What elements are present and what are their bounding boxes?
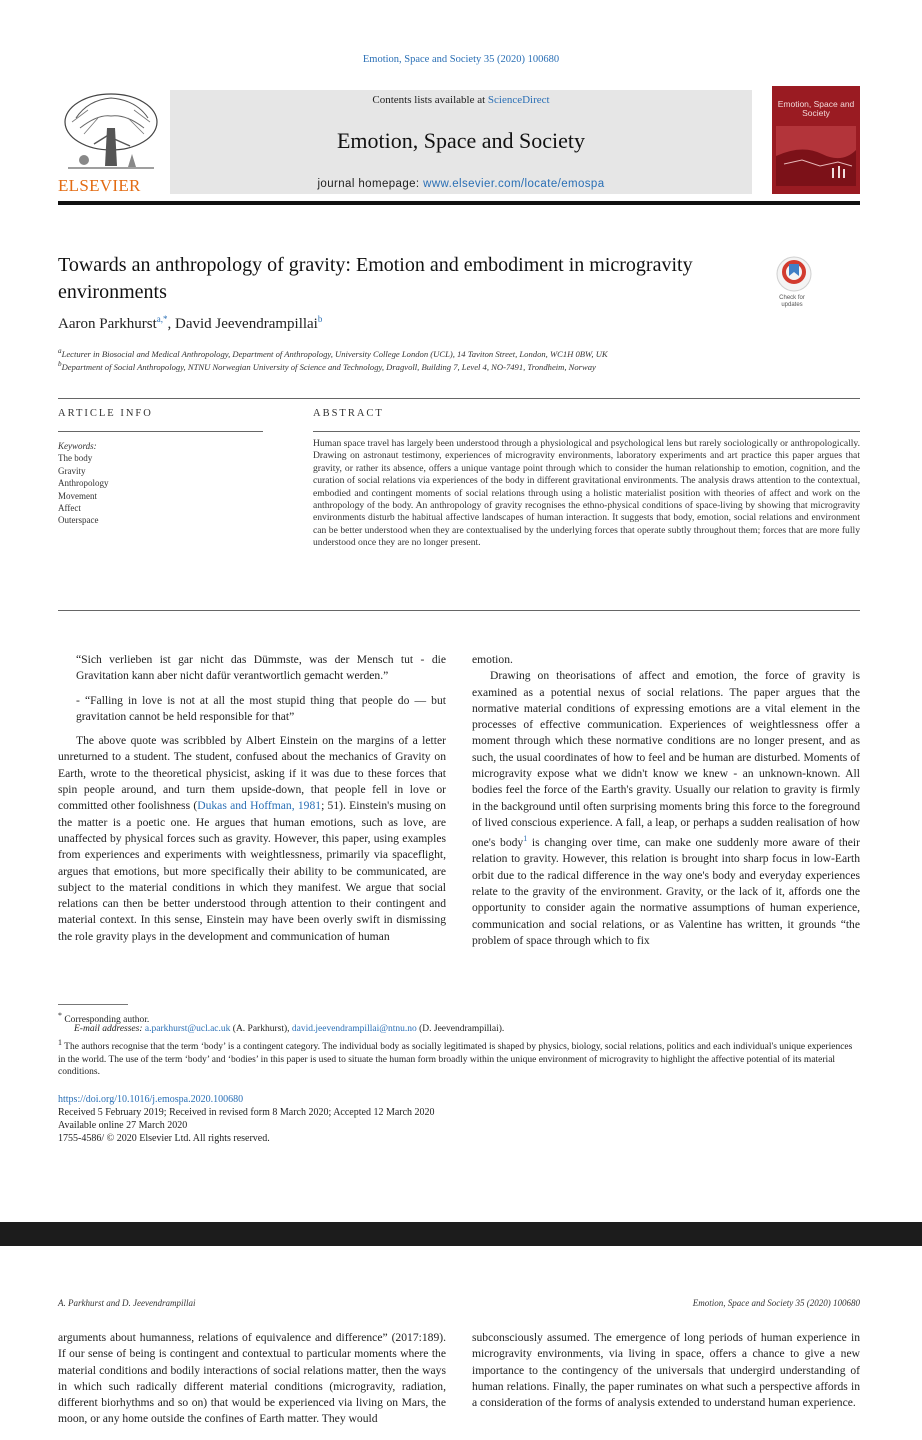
affiliation-a-mark: a — [58, 347, 62, 355]
keywords-label: Keywords: — [58, 441, 97, 451]
footnote-1-text: The authors recognise that the term ‘body’ is a contingent category. The individual body as socially legitimated is shaped by physics, biology, social relations, politics and each individual's unique experiences in the world. The use of the term ‘body’ and ‘bodies’ in this paper is used to situate the human form broadly within the unique environment of microgravity to highlight the affective potential of its material conditions. — [58, 1042, 853, 1078]
affiliation-b-text: Department of Social Anthropology, NTNU Norwegian University of Science and Technology, Dragvoll, Building 7, Level 4, NO-7491, Trondheim, Norway — [61, 361, 596, 372]
journal-reference[interactable]: Emotion, Space and Society 35 (2020) 100680 — [362, 54, 560, 65]
page2-column-left: arguments about humanness, relations of equivalence and difference” (2017:189). If our sense of being is contingent and contextual to particular moments where the material conditions and bodily interactions of social relations matter, then the ways in which such radically different material conditions (microgravity, radiation, different biorhythms and so on) that would be experienced via living on Mars, the moon, or any home outside the confines of Earth matter. They would — [58, 1331, 446, 1426]
email-label: E-mail addresses: — [74, 1024, 145, 1034]
keyword-item: Movement — [58, 490, 97, 501]
affiliation-b-mark: b — [58, 360, 62, 368]
email-name-2: (D. Jeevendrampillai). — [416, 1024, 505, 1034]
body-column-left — [58, 652, 446, 945]
keyword-item: The body — [58, 453, 93, 464]
crossmark-label: Check for updates — [779, 295, 805, 308]
intro-text-a: The above quote was scribbled by Albert Einstein on the margins of a letter unreturned to a student. The student, confused about the mechanics of Gravity on Earth, wrote to the theoretical physicist, asking if it was due to these forces that spin people around, and turn them upside-down, that people fell in love or committed other foolishness ( — [58, 734, 446, 813]
author-1-affil[interactable]: a,* — [156, 314, 168, 324]
keyword-item: Affect — [58, 503, 81, 514]
elsevier-tree-logo — [58, 88, 164, 176]
keyword-item: Gravity — [58, 465, 86, 476]
crossmark-icon — [774, 254, 814, 294]
homepage-link[interactable]: www.elsevier.com/locate/emospa — [423, 178, 605, 190]
email-addresses — [58, 1023, 860, 1036]
abstract-bottom-rule — [58, 610, 860, 611]
keywords-block — [58, 440, 109, 527]
homepage-line — [170, 178, 752, 190]
authors-line — [58, 314, 322, 333]
crossmark-badge[interactable] — [772, 254, 816, 309]
article-title: Towards an anthropology of gravity: Emotion and embodiment in microgravity environments — [58, 254, 693, 303]
footnote-1-mark: 1 — [58, 1038, 62, 1047]
email-link-1[interactable]: a.parkhurst@ucl.ac.uk — [144, 1024, 231, 1034]
article-info-heading: ARTICLE INFO — [58, 408, 153, 419]
epigraph-english: - “Falling in love is not at all the most stupid thing that people do — but gravitation cannot be held responsible for that” — [76, 693, 446, 723]
intro-text-b: ; 51). Einstein's musing on the matter is a poetic one. He argues that human emotions, such as love, are unaffected by physical forces such as gravity. However, this paper, using examples from experiences and experiments with weightlessness, primarily via spaceflight, argues that emotions, but more specifically their ability to be communicated, are subject to the material conditions in which they manifest. We argue that social relations can then be better understood through attention to their contingent and material context. In this sense, Einstein may have been overly swift in dismissing the role gravity plays in the development and communication of human — [58, 799, 446, 943]
email-link-2[interactable]: david.jeevendrampillai@ntnu.no — [291, 1024, 417, 1034]
sciencedirect-link[interactable]: ScienceDirect — [487, 94, 550, 106]
page-2 — [0, 1246, 922, 1440]
body-column-right — [472, 652, 860, 949]
citation-link[interactable]: Dukas and Hoffman, 1981 — [197, 799, 322, 813]
corresponding-mark: * — [58, 1011, 62, 1020]
affiliation-a-text: Lecturer in Biosocial and Medical Anthropology, Department of Anthropology, University College London (UCL), 14 Taviton Street, London, WC1H 0BW, UK — [61, 348, 608, 359]
epigraph-german: “Sich verlieben ist gar nicht das Dümmste, was der Mensch tut - die Gravitation kann aber nicht dafür verantwortlich gemacht werden.” — [76, 653, 446, 683]
footnote-1 — [58, 1037, 860, 1079]
header-rule — [58, 201, 860, 205]
author-1[interactable]: Aaron Parkhurst — [58, 316, 157, 332]
author-2[interactable]: David Jeevendrampillai — [174, 316, 318, 332]
email-name-1: (A. Parkhurst), — [230, 1024, 292, 1034]
corresponding-text: Corresponding author. — [64, 1015, 150, 1026]
copyright-line: 1755-4586/ © 2020 Elsevier Ltd. All rights reserved. — [58, 1133, 270, 1144]
keyword-item: Anthropology — [58, 478, 109, 489]
journal-title: Emotion, Space and Society — [336, 128, 586, 153]
homepage-prefix: journal homepage: — [317, 178, 424, 190]
info-top-rule — [58, 398, 860, 399]
contents-prefix: Contents lists available at — [372, 94, 488, 106]
doi-link[interactable]: https://doi.org/10.1016/j.emospa.2020.100680 — [58, 1094, 244, 1105]
publisher-name: ELSEVIER — [58, 176, 141, 195]
abstract-text: Human space travel has largely been understood through a physiological and psychological lens but rarely sociologically or anthropologically. Drawing on astronaut testimony, experiences of microgravity environments, laboratory experiments and art practice this paper argues that gravity, or rather its absence, offers a unique vantage point through which to consider the human relationship to emotion, cognition, and the curation of social relations via experiences of the body in different gravitational environments. The analysis draws attention to the contextual, embodied and contingent moments of social relations through using a holistic materialist position with theories of affect and work on the anthropology of the body. An anthropology of gravity recognises the ethno-physical conditions of space-living by showing that microgravity environments disturb the habitual affective landscapes of human interaction. It suggests that body, emotion, social relations and environment can be better understood when they are contextualised by the underlying forces that operate subtly throughout them; forces that are more fully understood once they are no longer present. — [313, 438, 860, 549]
second-text-b: is changing over time, can make one suddenly more aware of their relation to gravity. However, this relation is brought into sharp focus in low-Earth orbit due to the radical difference in the way one's body and everyday experiences relate to the gravity of the environment. Gravity, or the lack of it, affords one the opportunity to consider again the normative assumptions of human experience, communication and social relations, or as Valentine has written, it grounds “the problem of space through which to fix — [472, 836, 860, 947]
affiliation-b — [58, 358, 758, 373]
running-head-journal[interactable]: Emotion, Space and Society 35 (2020) 100680 — [692, 1298, 860, 1308]
second-paragraph — [472, 668, 860, 949]
author-separator: , — [167, 316, 175, 332]
online-date: Available online 27 March 2020 — [58, 1120, 188, 1131]
keyword-item: Outerspace — [58, 515, 99, 526]
footnote-ref[interactable]: 1 — [523, 834, 528, 844]
running-head-authors: A. Parkhurst and D. Jeevendrampillai — [58, 1298, 196, 1308]
received-dates: Received 5 February 2019; Received in revised form 8 March 2020; Accepted 12 March 2020 — [58, 1107, 435, 1118]
author-2-affil[interactable]: b — [317, 314, 323, 324]
abstract-heading: ABSTRACT — [313, 408, 384, 419]
continued-text: emotion. — [472, 653, 513, 666]
page-gap — [0, 1222, 922, 1246]
contents-line — [170, 94, 752, 106]
abstract-rule — [313, 431, 860, 432]
page2-column-right: subconsciously assumed. The emergence of long periods of human experience in microgravity environments, via living in space, offers a chance to give a new importance to the contingency of the universals that undergird understanding of human relations. Finally, the paper ruminates on what such a perspective affords in a consideration of the forms of analysis extended to understand human experience. — [472, 1331, 860, 1410]
second-text-a: Drawing on theorisations of affect and emotion, the force of gravity is examined as a potential nexus of social relations. The paper argues that the normative material conditions of expressing emotions are a vital element in the processes of effective communication. Experiences of weightlessness offer a moment through which these normative conditions are no longer present, and as such, the usual coordinates of how to feel and be human are disturbed. Moments of microgravity expose what we didn't know we knew - an unknown-known. All bodies feel the force of the Earth's gravity. Usually our relation to gravity is firmly in the background until often surprising moments bring this force to the foreground of lived conscious experience. A fall, a leap, or perhaps a sudden realisation of how one's body — [472, 669, 860, 850]
cover-title: Emotion, Space and Society — [777, 99, 855, 118]
footnote-rule — [58, 1004, 128, 1005]
publication-info — [58, 1093, 435, 1145]
intro-paragraph — [58, 733, 446, 945]
article-info-rule — [58, 431, 263, 432]
